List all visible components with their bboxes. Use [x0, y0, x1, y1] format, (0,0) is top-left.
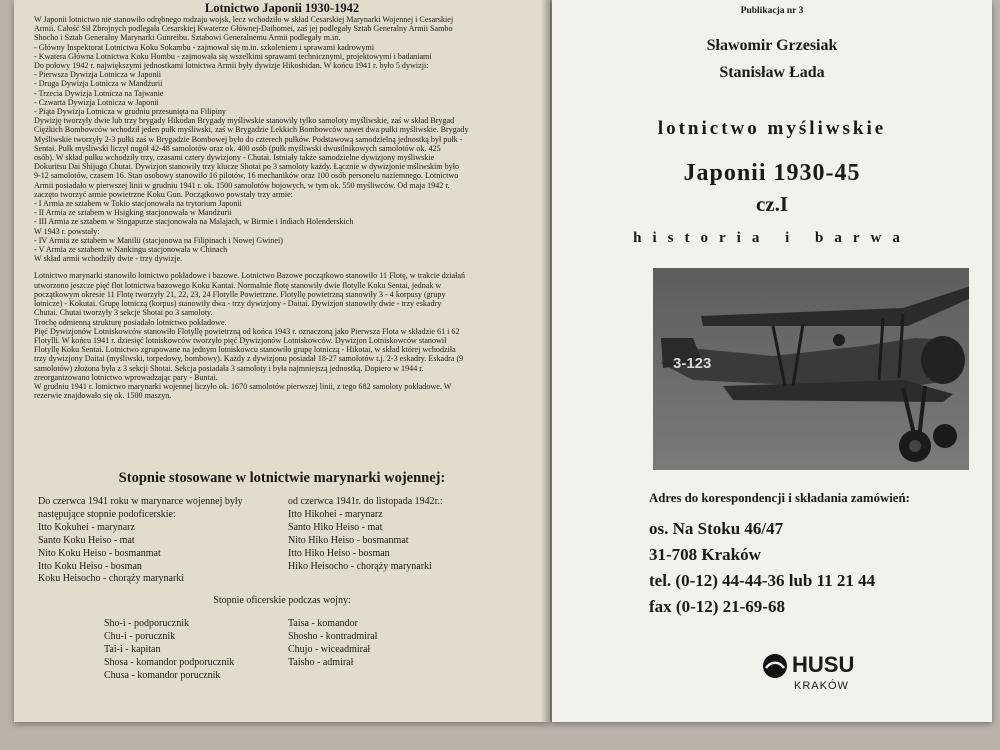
- rank-item: Itto Kokuhei - marynarz: [38, 521, 135, 533]
- article-line: 9-12 samolotów, czasem 16. Stan osobowy stanowiło 16 pilotów, 16 mechaników oraz 100 osób personelu naziemnego. Lotnictwo: [34, 171, 459, 181]
- article-line: - Trzecia Dywizja Lotnicza na Tajwanie: [34, 88, 164, 98]
- article-line: osób). W skład pułku wchodziły trzy, czasami cztery dywizjony - Chutai. Istniały także samodzielne dywizjony myśliwskie: [34, 153, 435, 163]
- article-line: Armii. Całość Sił Zbrojnych podlegała Cesarskiej Kwaterze Głównej-Daihomei, zaś jej podlegały Sztab Generalny Armii Sambo: [34, 24, 453, 34]
- address-block: [649, 516, 875, 620]
- rank-item: Itto Hiko Heiso - bosman: [288, 547, 390, 559]
- author: Stanisław Łada: [719, 64, 825, 81]
- cover-subtitle: historia i barwa: [633, 230, 911, 246]
- officer-rank: Chujo - wiceadmirał: [288, 643, 371, 655]
- article-line: Lotnictwo marynarki stanowiło lotnictwo pokładowe i bazowe. Lotnictwo Bazowe początkowo stanowiło 11 Flotę, w trakcie działań: [34, 271, 466, 281]
- article-line: - I Armia ze sztabem w Tokio stacjonowała na trytorium Japonii: [34, 199, 242, 209]
- article-line: Dywizję tworzyły dwie lub trzy brygady Hikodan Brygady myśliwskie stanowiły tylko samoloty myśliwskie, zaś w skład Brygad: [34, 116, 455, 126]
- ranks-right-intro: od czerwca 1941r. do listopada 1942r.:: [288, 496, 443, 507]
- left-page: [14, 0, 550, 722]
- author: Sławomir Grzesiak: [706, 37, 838, 54]
- officer-rank: Chusa - komandor porucznik: [104, 669, 221, 681]
- rank-item: Itto Koku Heiso - bosman: [38, 560, 142, 572]
- article-title: Lotnictwo Japonii 1930-1942: [204, 1, 360, 15]
- article-line: - V Armia ze sztabem w Nankingu stacjonowała w Chinach: [34, 245, 228, 255]
- article-line: utworzono jeszcze pięć flot lotnictwa bazowego Koku Kantai. Normalnie flotę stanowiły dwie flotylle Koku Sentai, jednak w: [34, 280, 442, 290]
- article-line: - Kwatera Główna Lotnictwa Koku Hombu - zajmowała się wszelkimi sprawami technicznymi, projektowymi i badaniami: [34, 51, 432, 61]
- address-heading: Adres do korespondencji i składania zamówień:: [649, 491, 910, 505]
- article-line: Flotyllę Koku Sentai. Lotnictwo zgrupowane na jednym lotniskowcu stanowiło grupę lotniczą - Hikotai, w skład której wchodziła: [34, 345, 456, 355]
- article-line: - IV Armia ze sztabem w Manilii (stacjonowa na Filipinach i Nowej Gwinei): [34, 235, 283, 245]
- publisher-name: HUSU: [792, 652, 855, 677]
- ranks-heading: Stopnie stosowane w lotnictwie marynarki wojennej:: [118, 470, 446, 486]
- cover-title-line2: Japonii 1930-45: [683, 160, 861, 186]
- rank-item: Koku Heisocho - chorąży marynarki: [38, 573, 185, 585]
- article-line: - Druga Dywizja Lotnicza w Mandżurii: [34, 79, 163, 89]
- article-line: W Japonii lotnictwo nie stanowiło odrębnego rodzaju wojsk, lecz wchodziło w skład Cesarskiej Marynarki Wojennej i Cesarskiej: [34, 15, 454, 24]
- article-line: W grudniu 1941 r. lotnictwo marynarki wojennej liczyło ok. 1670 samolotów pierwszej linii, z tego 682 samoloty pokładowe. W: [34, 381, 452, 391]
- rank-item: Santo Koku Heiso - mat: [38, 534, 135, 546]
- ranks-right-column: [288, 496, 443, 573]
- publisher-city: KRAKÓW: [794, 680, 849, 692]
- article-line: Flotylli. W końcu 1941 r. dziesięć lotniskowców tworzyło pięć Dywizjonów Lotniskowców. Dywizjon Lotniskowców stanowił: [34, 335, 447, 345]
- ranks-left-column: [38, 496, 243, 586]
- ranks-left-intro: Do czerwca 1941 roku w marynarce wojennej były: [38, 496, 243, 507]
- article-line: samolotów) złożona była z 3 sekcji Shotai. Sekcja posiadała 3 samoloty i była najmniejszą jednostką. Dopiero w 1944 r.: [34, 363, 424, 373]
- article-line: - II Armia ze sztabem w Hsigking stacjonowała w Mandżurii: [34, 208, 232, 218]
- address-line: tel. (0-12) 44-44-36 lub 11 21 44: [649, 571, 876, 590]
- article-line: - Główny Inspektorat Lotnictwa Koku Sokambu - zajmował się m.in. szkoleniem i sprawami kadrowymi: [34, 42, 375, 52]
- officer-rank: Taisa - komandor: [288, 618, 358, 629]
- article-line: Do połowy 1942 r. największymi jednostkami lotnictwa Armii były dywizje Hikoshidan. W końcu 1941 r. było 5 dywizji:: [34, 61, 429, 71]
- officer-rank: Taisho - admirał: [288, 656, 354, 668]
- article-line: - Pierwsza Dywizja Lotnicza w Japonii: [34, 70, 161, 80]
- authors: [552, 32, 992, 86]
- rank-item: Nito Hiko Heiso - bosmanmat: [288, 534, 409, 546]
- article-line: W skład armii wchodziły dwie - trzy dywizje.: [34, 254, 183, 264]
- article-line: - III Armia ze sztabem w Singapurze stacjonowała na Malajach, w Birmie i Indiach Holenderskich: [34, 217, 354, 227]
- article-line: Armii posiadało w pierwszej linii w grudniu 1941 r. ok. 1500 samolotów bojowych, w tym ok. 550 myśliwców. Od maja 1942 r.: [34, 180, 450, 190]
- address-line: os. Na Stoku 46/47: [649, 519, 784, 538]
- cover-title-line1: lotnictwo myśliwskie: [657, 118, 887, 139]
- officers-heading: Stopnie oficerskie podczas wojny:: [213, 595, 351, 606]
- officer-rank: Chu-i - porucznik: [104, 630, 176, 642]
- plane-tail-number: 3-123: [673, 355, 712, 372]
- article-line: Ciężkich Bombowców wchodził jeden pułk myśliwski, zaś w Brygadzie Lekkich Bombowców nawet dwa pułki myśliwskie. Brygady: [34, 125, 469, 135]
- officer-rank: Sho-i - podporucznik: [104, 618, 189, 629]
- publisher-logo-icon: [762, 653, 788, 679]
- biplane-photo: [653, 268, 969, 470]
- article-line: zreorganizowano lotnictwo wprowadzając pary - Buntai.: [34, 372, 218, 382]
- article-line: - Czwarta Dywizja Lotnicza w Japonii: [34, 97, 159, 107]
- article-line: Sentai. Pułk myśliwski liczył nogół 42-48 samolotów oraz ok. 400 osób (pułk myśliwski dwusilnikowych samolotów ok. 425: [34, 143, 441, 153]
- article-line: [34, 263, 542, 271]
- article-line: Shocho i Sztab Generalny Marynarki Gunreibu. Sztabowi Generalnemu Armii podlegały m.in.: [34, 33, 341, 43]
- article-line: trzy dywizjony Daitai (myśliwski, torpedowy, bombowy). Każdy z dywizjonu posiadał 18-27 samolotów t.j. 2-3 eskadry. Eskadra (9: [34, 354, 464, 364]
- article-line: początkowym okresie 11 Flotę tworzyły 21, 22, 23, 24 Flotylle Powietrzne. Flotyllę powietrzną stanowiły 3 - 4 korpusy (grupy: [34, 289, 446, 299]
- article-line: Myśliwskie tworzyły 2-3 pułki zaś w Brygadzie Bombowej było do czterech pułków. Podstawową samodzielną jednostką był pułk -: [34, 134, 463, 144]
- right-page: [552, 0, 992, 722]
- officer-rank: Shosho - kontradmirał: [288, 630, 378, 642]
- article-body: [34, 15, 542, 400]
- article-line: - Piąta Dywizja Lotnicza w grudniu przesunięta na Filipiny: [34, 107, 226, 117]
- article-line: W 1943 r. powstały:: [34, 226, 100, 236]
- publication-number: Publikacja nr 3: [740, 6, 804, 16]
- address-line: fax (0-12) 21-69-68: [649, 597, 785, 616]
- article-line: Pięć Dywizjonów Lotniskowców stanowiło Flotyllę powietrzną od końca 1943 r. oznaczoną jako Pierwsza Flota w składzie 61 i 62: [34, 326, 460, 336]
- article-line: zaczęto tworzyć armie powietrzne Koku Gun. Początkowo powstały trzy armie:: [34, 189, 293, 199]
- address-line: 31-708 Kraków: [649, 545, 761, 564]
- biplane-illustration: [653, 268, 969, 470]
- article-line: lotnicze) - Kokutai. Grupę lotniczą (korpus) stanowiły dwa - trzy dywizjony - Daitai. Dywizjon stanowiły dwie - trzy eskadry: [34, 299, 442, 309]
- officers-left-column: [104, 618, 234, 683]
- article-line: Trochę odmienną strukturę posiadało lotnictwo pokładowe.: [34, 317, 227, 327]
- officers-right-column: [288, 618, 377, 670]
- article-line: rezerwie znajdowało się ok. 1500 maszyn.: [34, 391, 172, 401]
- officer-rank: Shosa - komandor podporucznik: [104, 656, 235, 668]
- rank-item: Nito Koku Heiso - bosmanmat: [38, 547, 161, 559]
- ranks-left-intro: następujące stopnie podoficerskie:: [38, 508, 176, 520]
- rank-item: Santo Hiko Heiso - mat: [288, 521, 383, 533]
- article-line: Chutai. Chutai tworzyły 3 sekcje Shotai po 3 samoloty.: [34, 308, 213, 318]
- officer-rank: Tai-i - kapitan: [104, 643, 161, 655]
- rank-item: Hiko Heisocho - chorąży marynarki: [288, 560, 432, 572]
- rank-item: Itto Hikohei - marynarz: [288, 508, 383, 520]
- article-line: Dokuritsu Dai Shijugo Chutai. Dywizjon stanowiły trzy klucze Shotai po 3 samoloty każdy. Łącznie w dywizjonie mśliwskim było: [34, 162, 460, 172]
- publisher-logo: [762, 652, 882, 698]
- cover-title-part: cz.I: [755, 192, 789, 216]
